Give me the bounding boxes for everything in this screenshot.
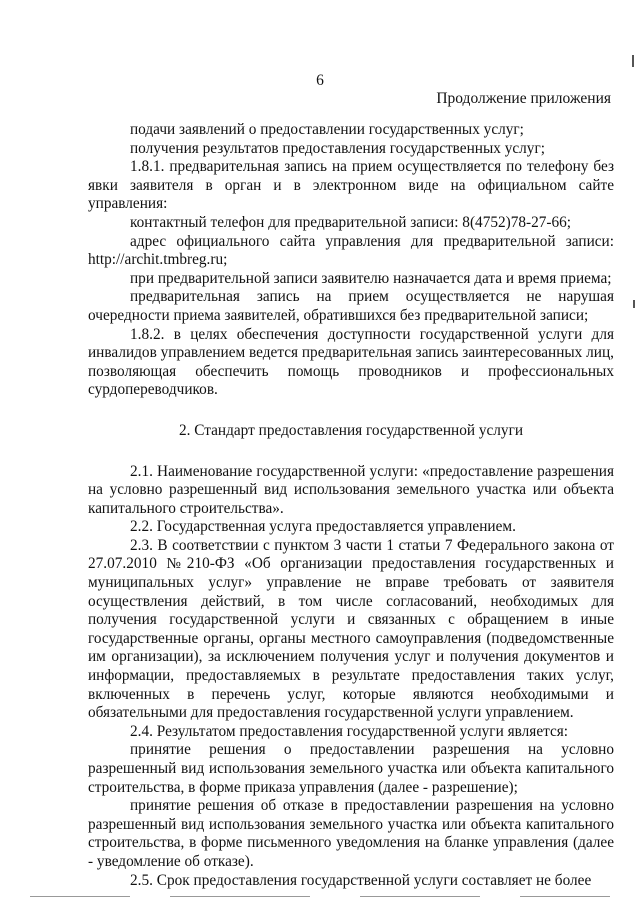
paragraph: предварительная запись на прием осуществляется не нарушая очередности приема заявителей, обратившихся без предварительной записи; [88,288,614,324]
paragraph: 1.8.2. в целях обеспечения доступности государственной услуги для инвалидов управлением ведется предварительная запись заинтересованных лиц, позволяющая обеспечить помощь проводников и профессиональных сурдопереводчиков. [88,325,614,399]
paragraph: принятие решения о предоставлении разрешения на условно разрешенный вид использования земельного участка или объекта капитального строительства, в форме приказа управления (далее - разрешение); [88,741,614,796]
scan-artifact-mark [633,300,635,308]
scan-artifact-line [360,896,480,897]
continuation-label: Продолжение приложения [436,90,611,107]
section-heading: 2. Стандарт предоставления государственной услуги [178,421,524,439]
paragraph-website-address: адрес официального сайта управления для предварительной записи: http://archit.tmbreg.ru; [88,232,614,269]
paragraph: контактный телефон для предварительной записи: 8(4752)78-27-66; [130,213,572,231]
scan-artifact-mark [632,55,634,67]
paragraph: подачи заявлений о предоставлении государственных услуг; [130,121,524,138]
scan-artifact-line [170,896,310,897]
scan-artifact-line [520,896,610,897]
paragraph: 1.8.1. предварительная запись на прием осуществляется по телефону без явки заявителя в орган и в электронном виде на официальном сайте управления: [88,158,614,213]
paragraph: получения результатов предоставления государственных услуг; [130,139,545,157]
paragraph: 2.3. В соответствии с пунктом 3 части 1 статьи 7 Федерального закона от 27.07.2010 №210-ФЗ «Об организации предоставления государственных и муниципальных услуг» управление не вправе требовать от заявителя осуществления действий, в том числе согласований, необходимых для получения государственной услуги и связанных с обращением в иные государственные органы, органы местного самоуправления (подведомственные им организации), за исключением получения услуг и получения документов и информации, предоставляемых в результате предоставления таких услуг, включенных в перечень услуг, которые являются необходимыми и обязательными для предоставления государственной услуги управлением. [88,536,614,722]
paragraph: 2.1. Наименование государственной услуги: «предоставление разрешения на условно разрешенный вид использования земельного участка или объекта капитального строительства». [88,462,614,517]
document-body [88,121,614,890]
paragraph: 2.5. Срок предоставления государственной услуги составляет не более [130,871,592,889]
paragraph: 2.4. Результатом предоставления государственной услуги является: [130,722,569,740]
scan-artifact-line [30,896,130,897]
page-number: 6 [316,72,324,89]
paragraph: при предварительной записи заявителю назначается дата и время приема; [130,269,612,287]
paragraph: 2.2. Государственная услуга предоставляется управлением. [130,518,516,536]
paragraph: принятие решения об отказе в предоставлении разрешения на условно разрешенный вид использования земельного участка или объекта капитального строительства, в форме письменного уведомления на бланке управления (далее - уведомление об отказе). [88,797,614,870]
